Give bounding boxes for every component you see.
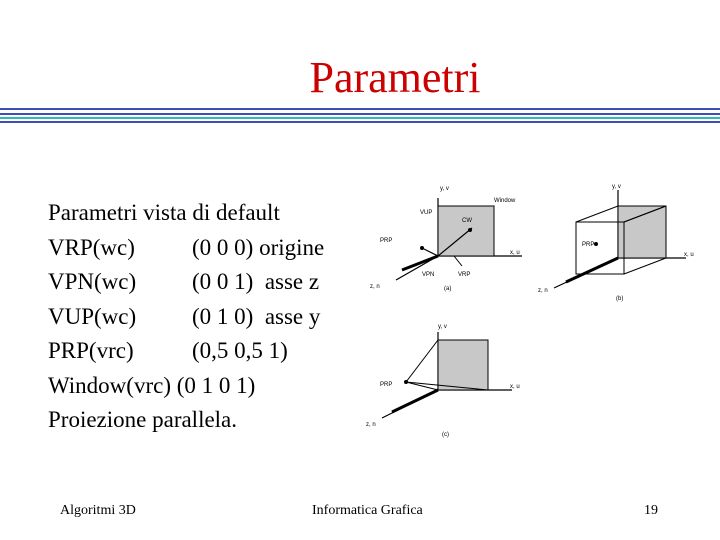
fig-c-prp-label: PRP xyxy=(380,382,393,388)
fig-b-z-label: z, n xyxy=(538,288,548,294)
fig-a-prp-label: PRP xyxy=(380,238,393,244)
fig-b-x-label: x, u xyxy=(684,252,694,258)
footer-subject: Informatica Grafica xyxy=(312,503,423,518)
fig-a-cw-label: CW xyxy=(462,218,472,224)
fig-a-vrp-label: VRP xyxy=(458,272,471,278)
param-row-projection: Proiezione parallela. xyxy=(48,407,238,432)
param-row-vpn xyxy=(48,265,324,300)
fig-c-y-label: y, v xyxy=(438,324,447,330)
fig-a-y-label: y, v xyxy=(440,186,449,192)
figure-a xyxy=(362,178,532,298)
figure-b xyxy=(536,178,708,303)
param-row-prp xyxy=(48,334,324,369)
fig-b-window-plane xyxy=(618,206,666,258)
param-key: VRP(wc) xyxy=(48,234,135,260)
fig-a-vpn-vector xyxy=(402,256,438,270)
title-rule xyxy=(0,108,720,126)
fig-b-y-label: y, v xyxy=(612,184,621,190)
fig-a-z-label: z, n xyxy=(370,284,380,290)
param-row-vup xyxy=(48,300,324,335)
fig-a-vup-label: VUP xyxy=(420,210,433,216)
fig-a-window-label: Window xyxy=(494,198,516,204)
page-number: 19 xyxy=(644,503,658,518)
slide-title: Parametri xyxy=(309,53,481,102)
param-key: VPN(wc) xyxy=(48,269,137,294)
param-row-window: Window(vrc) (0 1 0 1) xyxy=(48,372,256,398)
fig-a-caption: (a) xyxy=(444,286,452,292)
footer-course: Algoritmi 3D xyxy=(60,503,136,518)
slide-body xyxy=(48,196,324,438)
fig-a-x-label: x, u xyxy=(510,250,520,256)
fig-c-x-label: x, u xyxy=(510,384,520,390)
fig-c-window-plane xyxy=(438,340,488,390)
fig-b-caption: (b) xyxy=(616,296,624,302)
fig-a-vpn-label: VPN xyxy=(422,272,435,278)
param-value: (0 0 0) origine xyxy=(192,234,325,260)
fig-c-caption: (c) xyxy=(442,432,449,438)
fig-c-z-label: z, n xyxy=(366,422,376,428)
param-key: PRP(vrc) xyxy=(48,338,134,363)
param-value: (0 1 0) asse y xyxy=(192,303,321,329)
figure-c xyxy=(362,318,532,442)
param-row-vrp xyxy=(48,231,324,266)
body-heading: Parametri vista di default xyxy=(48,200,280,225)
param-key: VUP(wc) xyxy=(48,303,137,329)
fig-b-prp-label: PRP xyxy=(582,242,595,248)
param-value: (0 0 1) asse z xyxy=(192,269,320,294)
param-value: (0,5 0,5 1) xyxy=(192,338,288,363)
